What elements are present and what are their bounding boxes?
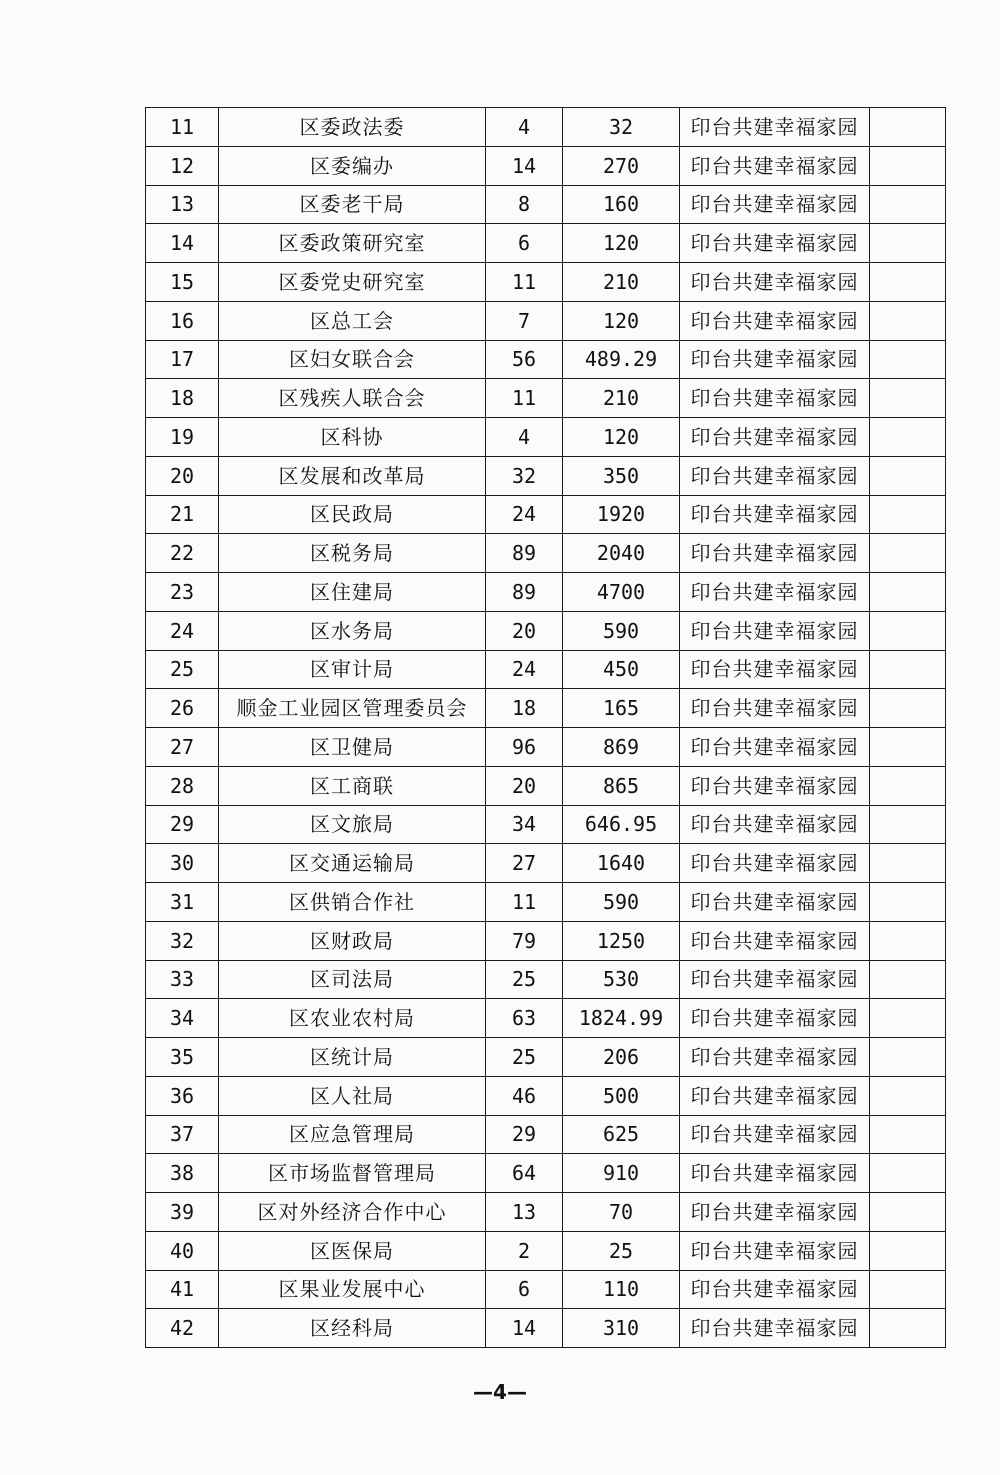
table-row — [146, 456, 946, 495]
amount-cell: 489.29 — [563, 340, 680, 379]
destination-cell: 印台共建幸福家园 — [680, 1231, 870, 1270]
unit-name-cell: 区文旅局 — [219, 805, 486, 844]
table-row — [146, 301, 946, 340]
table-row — [146, 1309, 946, 1348]
note-cell — [870, 456, 946, 495]
unit-name-cell: 区工商联 — [219, 766, 486, 805]
row-number-cell: 28 — [146, 766, 219, 805]
destination-cell: 印台共建幸福家园 — [680, 340, 870, 379]
unit-name-cell: 区医保局 — [219, 1231, 486, 1270]
unit-name-cell: 区民政局 — [219, 495, 486, 534]
table-row — [146, 960, 946, 999]
note-cell — [870, 999, 946, 1038]
row-number-cell: 12 — [146, 146, 219, 185]
row-number-cell: 31 — [146, 883, 219, 922]
note-cell — [870, 495, 946, 534]
page-number: —4— — [473, 1380, 527, 1404]
table-row — [146, 999, 946, 1038]
destination-cell: 印台共建幸福家园 — [680, 534, 870, 573]
people-count-cell: 6 — [486, 224, 563, 263]
row-number-cell: 40 — [146, 1231, 219, 1270]
amount-cell: 646.95 — [563, 805, 680, 844]
row-number-cell: 39 — [146, 1193, 219, 1232]
people-count-cell: 32 — [486, 456, 563, 495]
destination-cell: 印台共建幸福家园 — [680, 224, 870, 263]
destination-cell: 印台共建幸福家园 — [680, 728, 870, 767]
unit-name-cell: 区果业发展中心 — [219, 1270, 486, 1309]
amount-cell: 1640 — [563, 844, 680, 883]
amount-cell: 310 — [563, 1309, 680, 1348]
destination-cell: 印台共建幸福家园 — [680, 805, 870, 844]
table-row — [146, 883, 946, 922]
amount-cell: 206 — [563, 1038, 680, 1077]
note-cell — [870, 960, 946, 999]
row-number-cell: 13 — [146, 185, 219, 224]
destination-cell: 印台共建幸福家园 — [680, 650, 870, 689]
row-number-cell: 25 — [146, 650, 219, 689]
amount-cell: 450 — [563, 650, 680, 689]
destination-cell: 印台共建幸福家园 — [680, 573, 870, 612]
destination-cell: 印台共建幸福家园 — [680, 108, 870, 147]
row-number-cell: 36 — [146, 1076, 219, 1115]
people-count-cell: 24 — [486, 495, 563, 534]
destination-cell: 印台共建幸福家园 — [680, 418, 870, 457]
unit-name-cell: 区供销合作社 — [219, 883, 486, 922]
note-cell — [870, 883, 946, 922]
unit-name-cell: 区税务局 — [219, 534, 486, 573]
note-cell — [870, 1309, 946, 1348]
note-cell — [870, 301, 946, 340]
note-cell — [870, 650, 946, 689]
amount-cell: 625 — [563, 1115, 680, 1154]
table-row — [146, 1076, 946, 1115]
note-cell — [870, 185, 946, 224]
amount-cell: 25 — [563, 1231, 680, 1270]
amount-cell: 70 — [563, 1193, 680, 1232]
amount-cell: 110 — [563, 1270, 680, 1309]
unit-name-cell: 区委老干局 — [219, 185, 486, 224]
destination-cell: 印台共建幸福家园 — [680, 766, 870, 805]
note-cell — [870, 728, 946, 767]
table-row — [146, 689, 946, 728]
table-row — [146, 766, 946, 805]
amount-cell: 1824.99 — [563, 999, 680, 1038]
amount-cell: 865 — [563, 766, 680, 805]
row-number-cell: 22 — [146, 534, 219, 573]
note-cell — [870, 340, 946, 379]
table-row — [146, 534, 946, 573]
table-row — [146, 340, 946, 379]
people-count-cell: 2 — [486, 1231, 563, 1270]
destination-cell: 印台共建幸福家园 — [680, 921, 870, 960]
row-number-cell: 15 — [146, 263, 219, 302]
unit-name-cell: 区委党史研究室 — [219, 263, 486, 302]
people-count-cell: 11 — [486, 379, 563, 418]
table-row — [146, 1193, 946, 1232]
note-cell — [870, 379, 946, 418]
table-row — [146, 495, 946, 534]
row-number-cell: 29 — [146, 805, 219, 844]
row-number-cell: 37 — [146, 1115, 219, 1154]
people-count-cell: 96 — [486, 728, 563, 767]
destination-cell: 印台共建幸福家园 — [680, 1193, 870, 1232]
destination-cell: 印台共建幸福家园 — [680, 689, 870, 728]
table-row — [146, 108, 946, 147]
row-number-cell: 23 — [146, 573, 219, 612]
people-count-cell: 34 — [486, 805, 563, 844]
amount-cell: 590 — [563, 611, 680, 650]
people-count-cell: 11 — [486, 263, 563, 302]
destination-cell: 印台共建幸福家园 — [680, 1309, 870, 1348]
table-row — [146, 573, 946, 612]
people-count-cell: 24 — [486, 650, 563, 689]
note-cell — [870, 1270, 946, 1309]
row-number-cell: 26 — [146, 689, 219, 728]
amount-cell: 869 — [563, 728, 680, 767]
people-count-cell: 6 — [486, 1270, 563, 1309]
destination-cell: 印台共建幸福家园 — [680, 999, 870, 1038]
people-count-cell: 89 — [486, 573, 563, 612]
people-count-cell: 13 — [486, 1193, 563, 1232]
note-cell — [870, 844, 946, 883]
row-number-cell: 30 — [146, 844, 219, 883]
table-row — [146, 650, 946, 689]
destination-cell: 印台共建幸福家园 — [680, 379, 870, 418]
amount-cell: 2040 — [563, 534, 680, 573]
table-row — [146, 146, 946, 185]
destination-cell: 印台共建幸福家园 — [680, 844, 870, 883]
unit-name-cell: 区总工会 — [219, 301, 486, 340]
unit-name-cell: 区委编办 — [219, 146, 486, 185]
row-number-cell: 42 — [146, 1309, 219, 1348]
amount-cell: 210 — [563, 379, 680, 418]
people-count-cell: 56 — [486, 340, 563, 379]
destination-cell: 印台共建幸福家园 — [680, 146, 870, 185]
note-cell — [870, 1193, 946, 1232]
destination-cell: 印台共建幸福家园 — [680, 263, 870, 302]
destination-cell: 印台共建幸福家园 — [680, 883, 870, 922]
unit-name-cell: 区交通运输局 — [219, 844, 486, 883]
unit-name-cell: 区水务局 — [219, 611, 486, 650]
note-cell — [870, 1038, 946, 1077]
note-cell — [870, 805, 946, 844]
note-cell — [870, 224, 946, 263]
unit-name-cell: 区妇女联合会 — [219, 340, 486, 379]
destination-cell: 印台共建幸福家园 — [680, 611, 870, 650]
unit-name-cell: 区经科局 — [219, 1309, 486, 1348]
row-number-cell: 20 — [146, 456, 219, 495]
destination-cell: 印台共建幸福家园 — [680, 1270, 870, 1309]
note-cell — [870, 1231, 946, 1270]
amount-cell: 210 — [563, 263, 680, 302]
row-number-cell: 11 — [146, 108, 219, 147]
note-cell — [870, 766, 946, 805]
people-count-cell: 25 — [486, 960, 563, 999]
row-number-cell: 21 — [146, 495, 219, 534]
people-count-cell: 4 — [486, 418, 563, 457]
row-number-cell: 17 — [146, 340, 219, 379]
row-number-cell: 27 — [146, 728, 219, 767]
amount-cell: 270 — [563, 146, 680, 185]
amount-cell: 530 — [563, 960, 680, 999]
unit-name-cell: 顺金工业园区管理委员会 — [219, 689, 486, 728]
people-count-cell: 63 — [486, 999, 563, 1038]
destination-cell: 印台共建幸福家园 — [680, 185, 870, 224]
people-count-cell: 25 — [486, 1038, 563, 1077]
table-row — [146, 728, 946, 767]
amount-cell: 160 — [563, 185, 680, 224]
amount-cell: 1250 — [563, 921, 680, 960]
destination-cell: 印台共建幸福家园 — [680, 301, 870, 340]
amount-cell: 120 — [563, 418, 680, 457]
destination-cell: 印台共建幸福家园 — [680, 456, 870, 495]
amount-cell: 1920 — [563, 495, 680, 534]
table-row — [146, 805, 946, 844]
amount-cell: 910 — [563, 1154, 680, 1193]
table-row — [146, 1038, 946, 1077]
table-row — [146, 1231, 946, 1270]
row-number-cell: 35 — [146, 1038, 219, 1077]
table-row — [146, 185, 946, 224]
row-number-cell: 34 — [146, 999, 219, 1038]
note-cell — [870, 921, 946, 960]
amount-cell: 590 — [563, 883, 680, 922]
row-number-cell: 18 — [146, 379, 219, 418]
table-row — [146, 224, 946, 263]
donation-table — [145, 107, 946, 1348]
row-number-cell: 14 — [146, 224, 219, 263]
amount-cell: 165 — [563, 689, 680, 728]
table-row — [146, 1270, 946, 1309]
people-count-cell: 8 — [486, 185, 563, 224]
row-number-cell: 24 — [146, 611, 219, 650]
note-cell — [870, 534, 946, 573]
unit-name-cell: 区科协 — [219, 418, 486, 457]
unit-name-cell: 区委政策研究室 — [219, 224, 486, 263]
table-row — [146, 379, 946, 418]
destination-cell: 印台共建幸福家园 — [680, 495, 870, 534]
table-body — [146, 108, 946, 1348]
unit-name-cell: 区财政局 — [219, 921, 486, 960]
unit-name-cell: 区统计局 — [219, 1038, 486, 1077]
row-number-cell: 16 — [146, 301, 219, 340]
amount-cell: 4700 — [563, 573, 680, 612]
amount-cell: 500 — [563, 1076, 680, 1115]
people-count-cell: 14 — [486, 1309, 563, 1348]
amount-cell: 32 — [563, 108, 680, 147]
amount-cell: 350 — [563, 456, 680, 495]
unit-name-cell: 区住建局 — [219, 573, 486, 612]
table-row — [146, 263, 946, 302]
people-count-cell: 20 — [486, 611, 563, 650]
table-row — [146, 611, 946, 650]
unit-name-cell: 区农业农村局 — [219, 999, 486, 1038]
row-number-cell: 33 — [146, 960, 219, 999]
unit-name-cell: 区委政法委 — [219, 108, 486, 147]
amount-cell: 120 — [563, 224, 680, 263]
people-count-cell: 20 — [486, 766, 563, 805]
unit-name-cell: 区对外经济合作中心 — [219, 1193, 486, 1232]
people-count-cell: 29 — [486, 1115, 563, 1154]
row-number-cell: 19 — [146, 418, 219, 457]
people-count-cell: 46 — [486, 1076, 563, 1115]
note-cell — [870, 108, 946, 147]
table-row — [146, 844, 946, 883]
destination-cell: 印台共建幸福家园 — [680, 1076, 870, 1115]
note-cell — [870, 146, 946, 185]
table-row — [146, 418, 946, 457]
note-cell — [870, 611, 946, 650]
table-row — [146, 1115, 946, 1154]
destination-cell: 印台共建幸福家园 — [680, 1038, 870, 1077]
people-count-cell: 79 — [486, 921, 563, 960]
unit-name-cell: 区发展和改革局 — [219, 456, 486, 495]
row-number-cell: 32 — [146, 921, 219, 960]
note-cell — [870, 1115, 946, 1154]
unit-name-cell: 区卫健局 — [219, 728, 486, 767]
unit-name-cell: 区司法局 — [219, 960, 486, 999]
unit-name-cell: 区应急管理局 — [219, 1115, 486, 1154]
unit-name-cell: 区残疾人联合会 — [219, 379, 486, 418]
amount-cell: 120 — [563, 301, 680, 340]
unit-name-cell: 区审计局 — [219, 650, 486, 689]
people-count-cell: 89 — [486, 534, 563, 573]
people-count-cell: 18 — [486, 689, 563, 728]
destination-cell: 印台共建幸福家园 — [680, 960, 870, 999]
table-row — [146, 921, 946, 960]
note-cell — [870, 263, 946, 302]
people-count-cell: 14 — [486, 146, 563, 185]
row-number-cell: 38 — [146, 1154, 219, 1193]
people-count-cell: 11 — [486, 883, 563, 922]
people-count-cell: 64 — [486, 1154, 563, 1193]
people-count-cell: 7 — [486, 301, 563, 340]
note-cell — [870, 689, 946, 728]
destination-cell: 印台共建幸福家园 — [680, 1115, 870, 1154]
people-count-cell: 27 — [486, 844, 563, 883]
note-cell — [870, 418, 946, 457]
unit-name-cell: 区人社局 — [219, 1076, 486, 1115]
people-count-cell: 4 — [486, 108, 563, 147]
note-cell — [870, 573, 946, 612]
note-cell — [870, 1076, 946, 1115]
destination-cell: 印台共建幸福家园 — [680, 1154, 870, 1193]
note-cell — [870, 1154, 946, 1193]
row-number-cell: 41 — [146, 1270, 219, 1309]
table-row — [146, 1154, 946, 1193]
unit-name-cell: 区市场监督管理局 — [219, 1154, 486, 1193]
